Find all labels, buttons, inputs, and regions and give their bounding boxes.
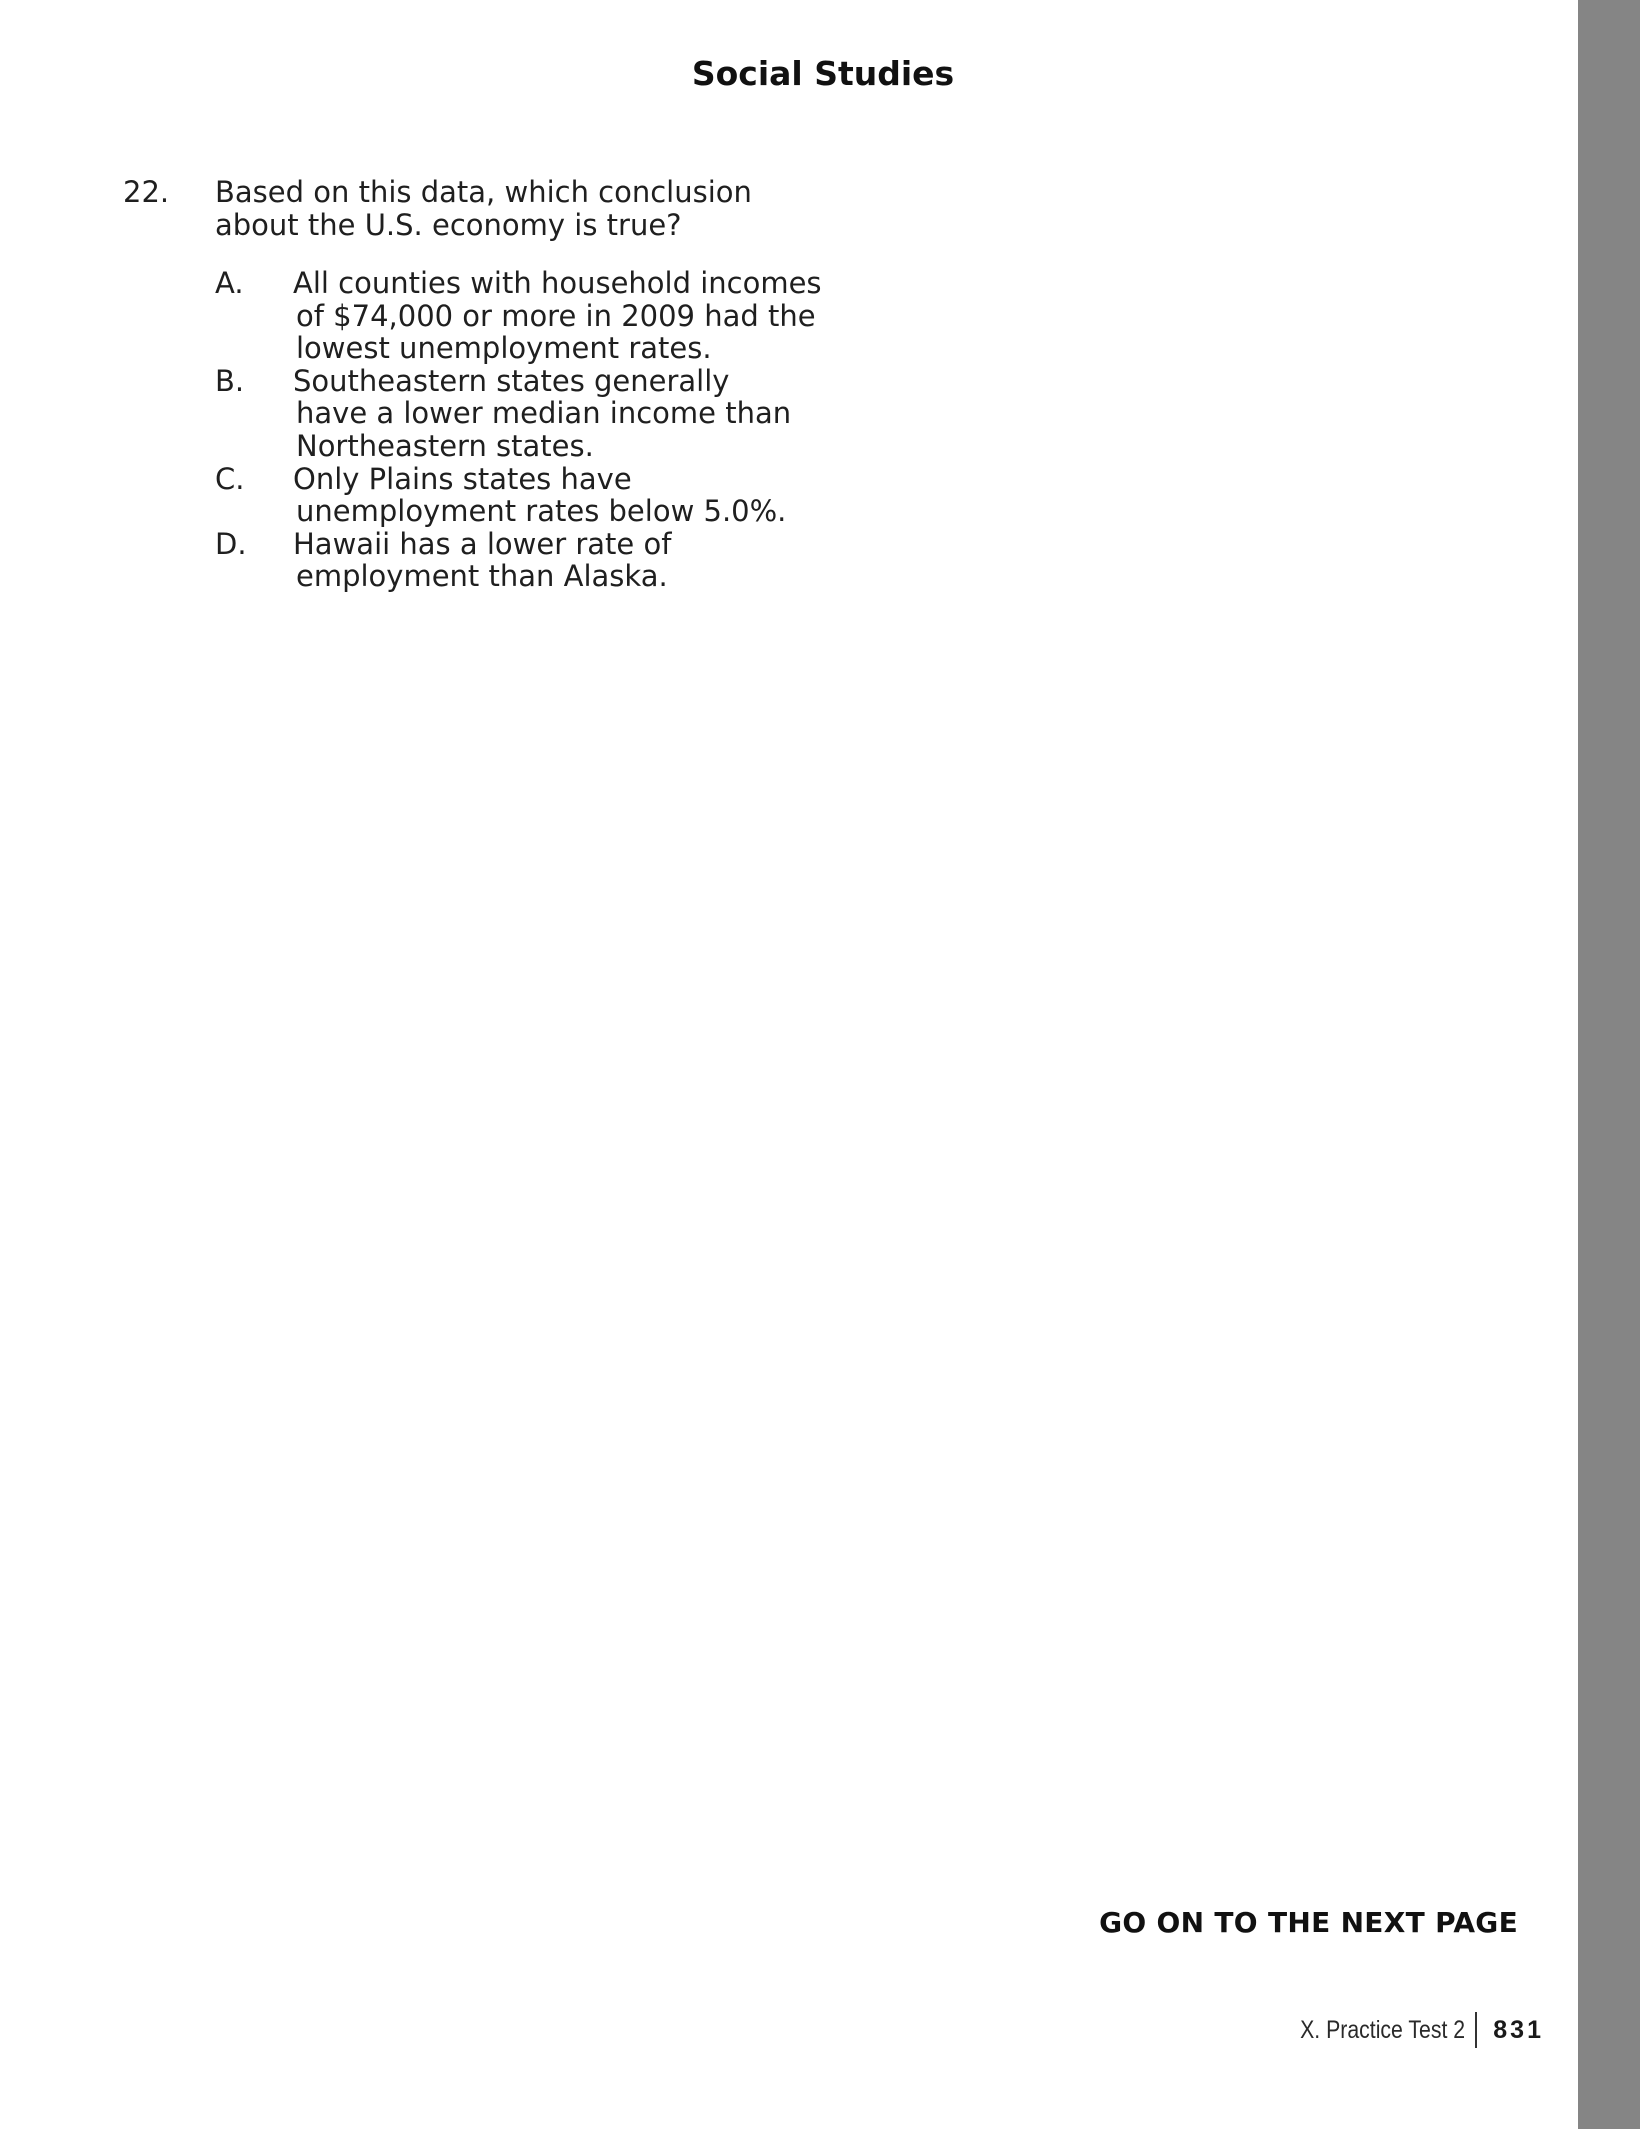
question-stem-line: about the U.S. economy is true? [215, 207, 682, 242]
footer-section-label: X. Practice Test 2 [1300, 2015, 1466, 2044]
choice-a[interactable] [215, 267, 915, 365]
choice-letter: B. [215, 363, 245, 398]
choice-letter: D. [215, 526, 247, 561]
choice-line: lowest unemployment rates. [296, 331, 712, 366]
choice-letter: C. [215, 461, 245, 496]
choice-line: have a lower median income than [296, 396, 792, 431]
choice-text [293, 463, 915, 528]
choice-line: Southeastern states generally [293, 363, 730, 398]
choice-line: Northeastern states. [296, 428, 594, 463]
question-stem [215, 176, 775, 241]
choice-text [293, 528, 915, 593]
answer-choices [215, 267, 915, 593]
question-number: 22. [123, 175, 170, 209]
question-stem-line: Based on this data, which conclusion [215, 175, 752, 209]
page-number: 831 [1493, 2015, 1544, 2044]
choice-line: employment than Alaska. [296, 559, 668, 594]
choice-line: Only Plains states have [293, 461, 632, 496]
choice-d[interactable] [215, 528, 915, 593]
choice-text [293, 267, 915, 365]
choice-line: unemployment rates below 5.0%. [296, 494, 787, 529]
page-footer [1100, 2010, 1544, 2050]
page-title: Social Studies [691, 54, 955, 93]
go-on-notice: GO ON TO THE NEXT PAGE [1099, 1906, 1518, 1939]
choice-b[interactable] [215, 365, 915, 463]
choice-line: of $74,000 or more in 2009 had the [296, 298, 816, 333]
choice-c[interactable] [215, 463, 915, 528]
choice-text [293, 365, 915, 463]
footer-divider [1475, 2012, 1477, 2048]
choice-letter: A. [215, 266, 244, 300]
choice-line: Hawaii has a lower rate of [293, 526, 672, 561]
choice-line: All counties with household incomes [293, 266, 822, 300]
page-edge-tab [1578, 0, 1640, 2129]
